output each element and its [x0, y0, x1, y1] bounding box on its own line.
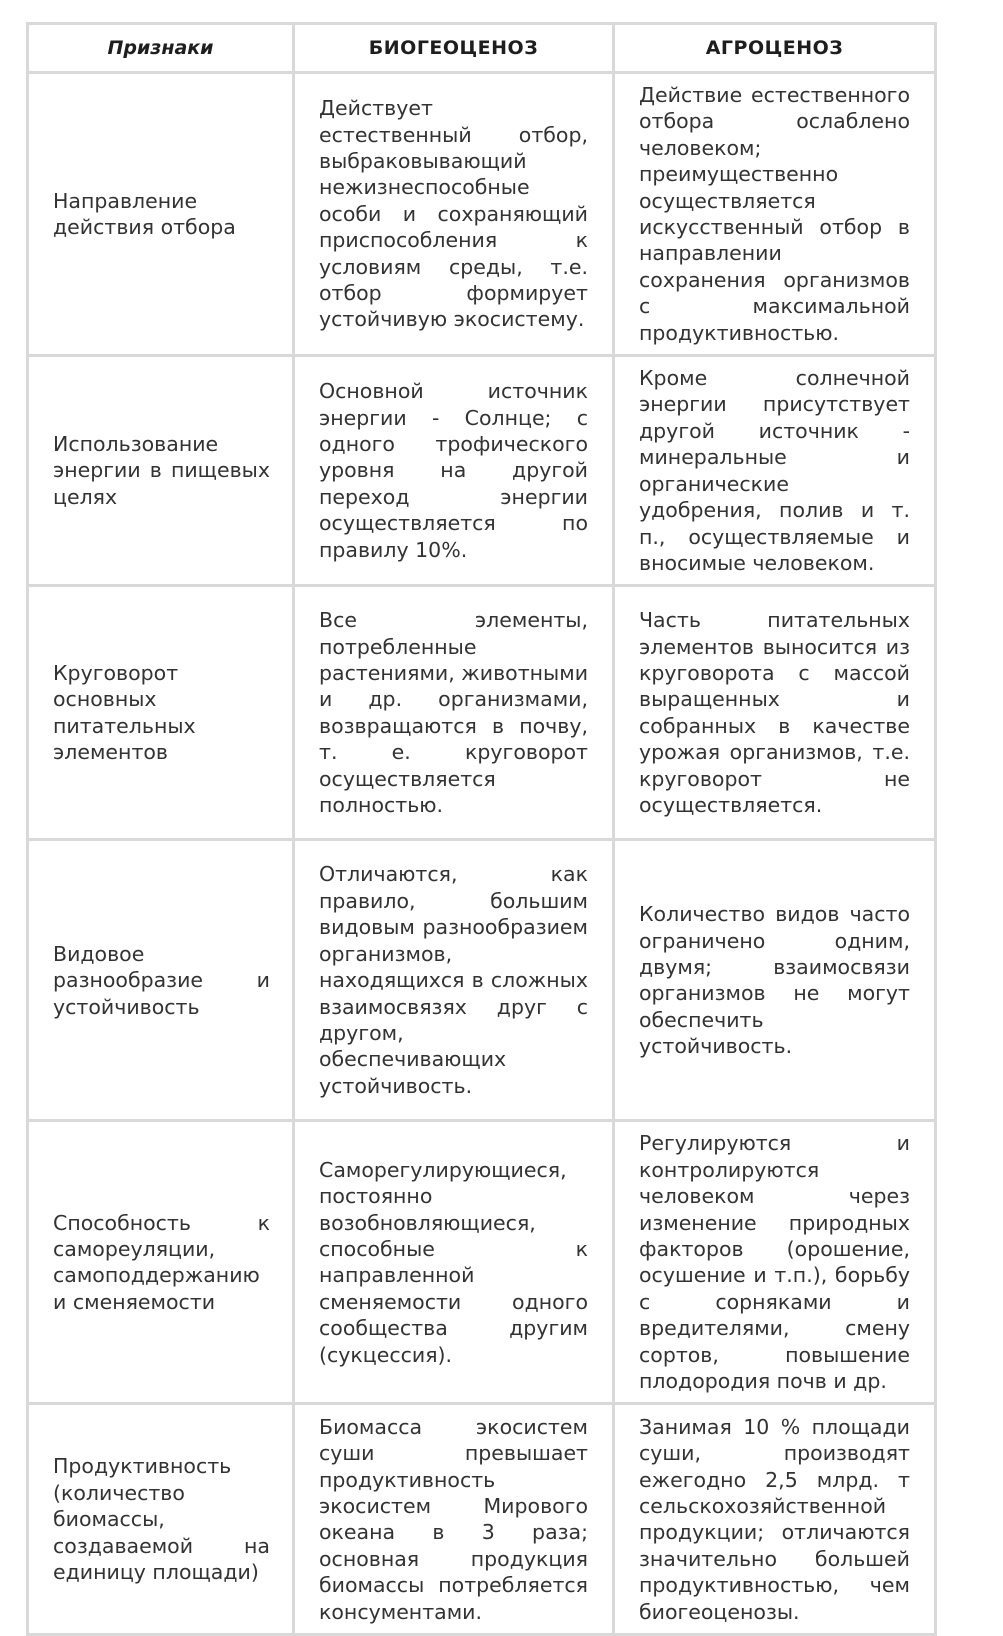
biogeocenosis-cell: Биомасса экосистем суши превышает продуктивность экосистем Мирового океана в 3 раза; основная продукция биомассы потребляется консументами. — [294, 1404, 614, 1635]
feature-cell: Видовое разнообразие и устойчивость — [28, 840, 294, 1121]
biogeocenosis-cell: Все элементы, потребленные растениями, животными и др. организмами, возвращаются в почву, т. е. круговорот осуществляется полностью. — [294, 586, 614, 840]
agrocenosis-cell: Кроме солнечной энергии присутствует другой источник - минеральные и органические удобрения, полив и т. п., осуществляемые и вносимые человеком. — [614, 356, 936, 586]
table-body — [28, 73, 936, 1635]
table-row — [28, 586, 936, 840]
table-row — [28, 73, 936, 356]
biogeocenosis-cell: Действует естественный отбор, выбраковывающий нежизнеспособные особи и сохраняющий приспособления к условиям среды, т.е. отбор формирует устойчивую экосистему. — [294, 73, 614, 356]
agrocenosis-cell: Часть питательных элементов выносится из круговорота с массой выращенных и собранных в качестве урожая организмов, т.е. круговорот не осуществляется. — [614, 586, 936, 840]
agrocenosis-cell: Занимая 10 % площади суши, производят ежегодно 2,5 млрд. т сельскохозяйственной продукции; отличаются значительно большей продуктивностью, чем биогеоценозы. — [614, 1404, 936, 1635]
biogeocenosis-cell: Основной источник энергии - Солнце; с одного трофического уровня на другой переход энергии осуществляется по правилу 10%. — [294, 356, 614, 586]
agrocenosis-cell: Количество видов часто ограничено одним, двумя; взаимосвязи организмов не могут обеспечить устойчивость. — [614, 840, 936, 1121]
feature-cell: Продуктивность (количество биомассы, создаваемой на единицу площади) — [28, 1404, 294, 1635]
agrocenosis-cell: Регулируются и контролируются человеком через изменение природных факторов (орошение, осушение и т.п.), борьбу с сорняками и вредителями, смену сортов, повышение плодородия почв и др. — [614, 1121, 936, 1404]
table-header — [28, 24, 936, 73]
table-row — [28, 356, 936, 586]
comparison-table — [26, 22, 937, 1636]
header-agrocenosis: АГРОЦЕНОЗ — [614, 24, 936, 73]
feature-cell: Круговорот основных питательных элементов — [28, 586, 294, 840]
header-biogeocenosis: БИОГЕОЦЕНОЗ — [294, 24, 614, 73]
table-row — [28, 840, 936, 1121]
feature-cell: Использование энергии в пищевых целях — [28, 356, 294, 586]
biogeocenosis-cell: Саморегулирующиеся, постоянно возобновляющиеся, способные к направленной сменяемости одного сообщества другим (сукцессия). — [294, 1121, 614, 1404]
feature-cell: Способность к самореуляции, самоподдержанию и сменяемости — [28, 1121, 294, 1404]
header-features: Признаки — [28, 24, 294, 73]
biogeocenosis-cell: Отличаются, как правило, большим видовым разнообразием организмов, находящихся в сложных взаимосвязях друг с другом, обеспечивающих устойчивость. — [294, 840, 614, 1121]
table-row — [28, 1121, 936, 1404]
feature-cell: Направление действия отбора — [28, 73, 294, 356]
agrocenosis-cell: Действие естественного отбора ослаблено человеком; преимущественно осуществляется искусственный отбор в направлении сохранения организмов с максимальной продуктивностью. — [614, 73, 936, 356]
table-row — [28, 1404, 936, 1635]
header-row — [28, 24, 936, 73]
